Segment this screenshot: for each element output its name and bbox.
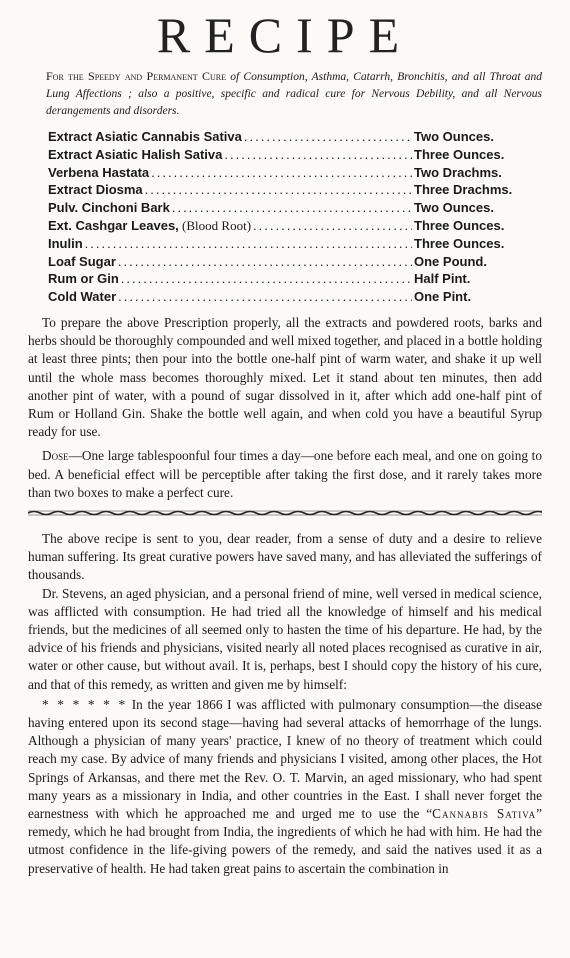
leader-dots — [253, 217, 412, 235]
ingredient-quantity: Three Ounces. — [414, 235, 505, 251]
leader-dots — [172, 199, 412, 217]
ingredient-name — [48, 164, 149, 182]
ingredient-name-text: Extract Asiatic Cannabis Sativa — [48, 129, 242, 144]
body-paragraph-3a: In the year 1866 I was afflicted with pulmonary consumption—the disease having entered upon its second stage—having had several attacks of hemorrhage of the lungs. Although a physician of many years' practice, I knew of no theory of treatment which could reach my case. By advice of many friends and physicians I visited, among other places, the Hot Springs of Arkansas, and there met the Rev. O. T. Marvin, an aged missionary, who had spent many years as a missionary in India, and other countries in the East. I shall never forget the earnestness with which he approached me and urged me to use the “ — [28, 696, 543, 822]
dose-paragraph — [28, 447, 542, 502]
ingredient-row — [48, 146, 542, 164]
ingredient-quantity: Three Ounces. — [414, 146, 505, 162]
subtitle-lead: For the Speedy and Permanent Cure — [46, 69, 226, 83]
section-stars: * * * * * * — [42, 696, 128, 712]
ingredient-row — [48, 199, 542, 217]
ingredient-quantity: One Pint. — [414, 289, 472, 305]
ingredient-quantity: Two Ounces. — [414, 200, 494, 216]
leader-dots — [85, 235, 412, 253]
ingredient-name-text: Rum or Gin — [48, 271, 119, 287]
ingredient-row — [48, 270, 542, 288]
leader-dots — [244, 128, 412, 146]
ingredient-name — [48, 288, 116, 306]
dose-text: —One large tablespoonful four times a day—one before each meal, and one on going to bed. A beneficial effect will be perceptible after taking the first dose, and it rarely takes more than two boxes to make a perfect cure. — [28, 448, 542, 500]
page-title: RECIPE — [156, 7, 414, 63]
ingredient-row — [48, 181, 542, 199]
ingredient-quantity: Two Drachms. — [414, 164, 502, 180]
ingredient-name-text: Extract Asiatic Halish Sativa — [48, 146, 223, 162]
leader-dots — [118, 288, 412, 306]
subtitle-rest: of Consumption, Asthma, Catarrh, Bronchitis, and all Throat and Lung Affections ; also a positive, specific and radical cure for Nervous Debility, and all Nervous derangements and disorders. — [46, 71, 542, 117]
leader-dots — [151, 164, 412, 182]
ingredient-name-text: Pulv. Cinchoni Bark — [48, 200, 170, 216]
ingredient-name-text: Loaf Sugar — [48, 253, 116, 269]
ingredient-quantity: Two Ounces. — [414, 129, 494, 144]
ingredient-name — [48, 181, 143, 199]
ingredient-row — [48, 288, 542, 306]
leader-dots — [121, 270, 412, 288]
ingredient-name-text: Ext. Cashgar Leaves, — [48, 217, 179, 233]
ingredient-quantity: Three Ounces. — [414, 217, 505, 233]
ingredient-name-text: Verbena Hastata — [48, 164, 150, 180]
body-paragraph-3 — [28, 696, 542, 878]
ingredient-row — [48, 235, 542, 253]
ingredient-name-text: Inulin — [48, 235, 83, 251]
ingredient-name-text: Cold Water — [48, 289, 117, 305]
remedy-name: Cannabis Sativa — [432, 806, 537, 822]
ingredient-name — [48, 235, 83, 253]
ingredient-name — [48, 128, 242, 146]
ingredient-name — [48, 270, 119, 288]
ingredient-list — [48, 128, 542, 306]
ingredient-quantity: One Pound. — [414, 253, 487, 269]
leader-dots — [224, 146, 412, 164]
subtitle — [46, 68, 542, 120]
ingredient-name-note: (Blood Root) — [178, 217, 252, 233]
ingredient-row — [48, 128, 542, 146]
leader-dots — [118, 253, 412, 271]
ingredient-name — [48, 199, 170, 217]
body-paragraph-1: The above recipe is sent to you, dear reader, from a sense of duty and a desire to relieve human suffering. Its great curative powers have saved many, and has alleviated the sufferings of thousands. — [28, 531, 542, 583]
dose-label: Dose — [42, 448, 69, 464]
ingredient-row — [48, 253, 542, 271]
body-paragraph-2: Dr. Stevens, an aged physician, and a personal friend of mine, well versed in medical science, was afflicted with consumption. He had tried all the knowledge of himself and his medical friends, but the medicines of all seemed only to hasten the time of his departure. He had, by the advice of his friends and physicians, visited nearly all noted places recognised as curative in air, water or other cause, but without avail. It is, perhaps, best I should copy the history of his cure, and that of this remedy, as written and given me by himself: — [28, 585, 542, 692]
leader-dots — [145, 181, 412, 199]
ingredient-name — [48, 146, 222, 164]
ingredient-quantity: Three Drachms. — [414, 182, 513, 198]
ingredient-row — [48, 164, 542, 182]
ingredient-quantity: Half Pint. — [414, 271, 471, 287]
body-paragraph-3b: ” remedy, which he had brought from India, the ingredients of which he had with him. He had the utmost confidence in the life-giving powers of the remedy, and said the natives used it as a preservative of health. He had taken great pains to ascertain the combination in — [28, 806, 542, 876]
ingredient-name — [48, 217, 251, 235]
preparation-paragraph: To prepare the above Prescription properly, all the extracts and powdered roots, barks and herbs should be thoroughly compounded and well mixed together, and placed in a bottle holding at least three pints; then pour into the bottle one-half pint of warm water, and shake it up well until the whole mass becomes thoroughly mixed. Let it stand about ten minutes, then add another pint of water, with a pound of sugar dissolved in it, after which add one-half pint of Rum or Holland Gin. Shake the bottle well again, and when cold you have a beautiful Syrup ready for use. — [28, 314, 542, 440]
ingredient-name — [48, 253, 116, 271]
ornamental-divider — [28, 510, 542, 516]
ingredient-row — [48, 217, 542, 235]
ingredient-name-text: Extract Diosma — [48, 182, 143, 198]
